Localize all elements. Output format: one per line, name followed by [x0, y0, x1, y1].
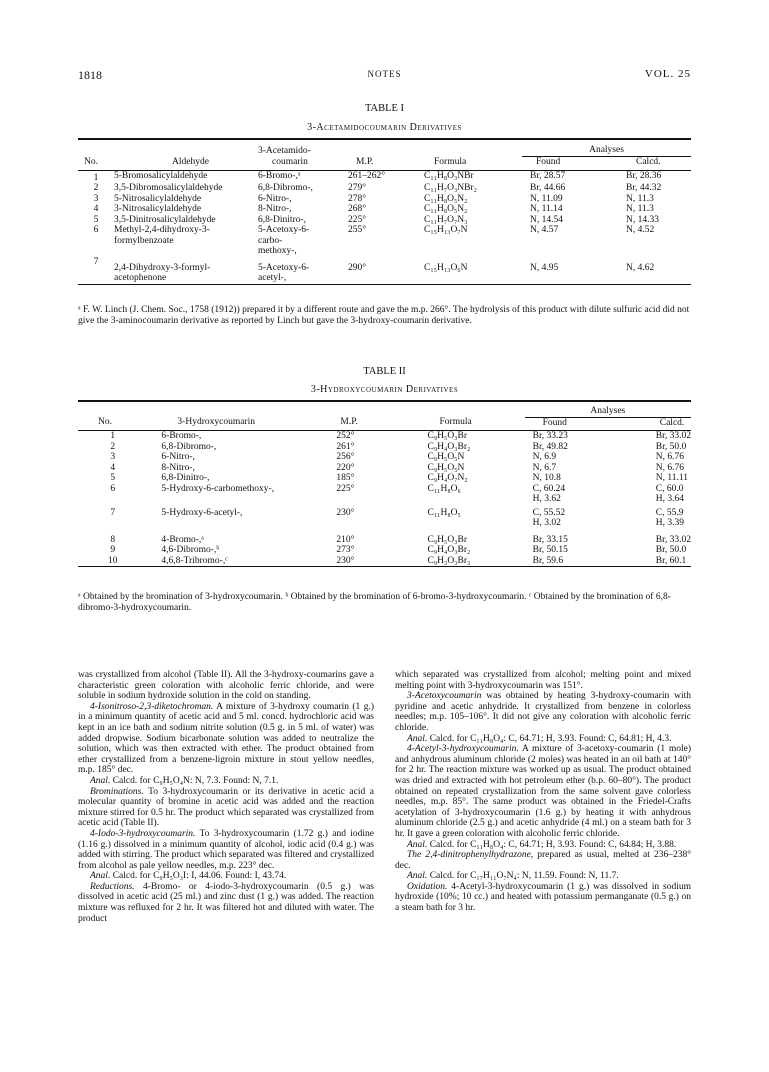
- t1-found: Br, 44.66: [530, 183, 566, 193]
- t2-header-deriv: 3-Hydroxycoumarin: [177, 417, 255, 427]
- running-head: [78, 68, 691, 84]
- t1-formula: C₁₁H₈O₃NBr: [424, 170, 474, 181]
- table-row: [78, 183, 691, 194]
- body-paragraph: [78, 871, 374, 882]
- t2-mp: 261°: [336, 441, 355, 452]
- t1-header-formula: Formula: [434, 156, 467, 167]
- t1-calcd: N, 11.3: [626, 204, 654, 214]
- table-row: [78, 194, 691, 205]
- body-paragraph: [395, 882, 691, 914]
- t2-formula: C₉H₅O₃Br: [427, 431, 467, 441]
- table2-footnote: ᵃ Obtained by the bromination of 3-hydroxycoumarin. ᵇ Obtained by the bromination of 6-bromo-3-hydroxycoumarin. ᶜ Obtained by the bromination of 6,8-dibromo-3-hydroxycoumarin.: [78, 592, 671, 613]
- paragraph-text: Calcd. for C₁₇H₁₁O₇N₄: N, 11.59. Found: N, 11.7.: [427, 871, 619, 882]
- body-paragraph: [78, 776, 374, 787]
- t1-calcd: Br, 28.36: [626, 170, 662, 181]
- t1-found: N, 11.14: [530, 204, 563, 214]
- t2-formula: C₉H₅O₅N: [427, 462, 465, 473]
- t2-mp: 256°: [336, 452, 355, 462]
- t2-formula: C₁₁H₈O₅: [427, 507, 461, 518]
- t1-derivative: 6-Nitro-,: [258, 193, 292, 204]
- t2-calcd: Br, 33.02: [655, 431, 691, 441]
- t2-derivative: 8-Nitro-,: [161, 462, 195, 473]
- t1-mp: 261–262°: [348, 170, 386, 181]
- t2-header-analyses: Analyses: [525, 401, 691, 417]
- t1-aldehyde: Methyl-2,4-dihydroxy-3- formylbenzoate: [114, 225, 210, 246]
- t1-aldehyde: 3,5-Dibromosalicylaldehyde: [114, 183, 223, 193]
- table1-footnote: ᵃ F. W. Linch (J. Chem. Soc., 1758 (1912)) prepared it by a different route and gave the m.p. 266°. The hydrolysis of this product with dilute sulfuric acid did not give the 3-aminocoumarin derivative as reported by Linch but gave the 3-hydroxy-coumarin derivative.: [78, 305, 690, 326]
- t1-header-found: Found: [536, 157, 561, 167]
- t1-no: 4: [93, 204, 99, 214]
- t1-formula: C₁₅H₁₃O₆N: [424, 262, 468, 273]
- paragraph-heading: Anal.: [407, 733, 428, 744]
- paragraph-heading: 4-Isonitroso-2,3-diketochroman.: [90, 701, 214, 712]
- table-row: [78, 505, 691, 529]
- body-paragraph: [78, 829, 374, 871]
- t2-header-mp: M.P.: [340, 417, 358, 427]
- t2-calcd: Br, 50.0: [655, 441, 687, 452]
- t2-mp: 210°: [336, 534, 355, 545]
- paragraph-heading: Anal.: [90, 775, 111, 786]
- t2-derivative: 6-Nitro-,: [161, 452, 195, 462]
- paragraph-text: Calcd. for C₁₁H₈O₄: C, 64.71; H, 3.93. Found: C, 64.84; H, 3.88.: [427, 839, 677, 850]
- t2-mp: 252°: [336, 431, 355, 441]
- table-row: [78, 257, 691, 285]
- t1-formula: C₁₁H₈O₅N₂: [424, 193, 468, 204]
- table-row: [78, 170, 691, 183]
- t1-found: Br, 28.57: [530, 170, 566, 181]
- t1-calcd: N, 11.3: [626, 193, 654, 204]
- t1-found: N, 11.09: [530, 193, 563, 204]
- t2-mp: 225°: [336, 483, 355, 494]
- t2-calcd: N, 11.11: [655, 473, 689, 483]
- t1-calcd: Br, 44.32: [626, 183, 662, 193]
- t2-no: 9: [110, 545, 116, 555]
- t2-formula: C₉H₄O₇N₂: [427, 473, 468, 483]
- paragraph-heading: Anal.: [407, 871, 428, 882]
- paragraph-heading: Anal.: [90, 871, 111, 882]
- t2-no: 5: [110, 473, 116, 483]
- paragraph-text: was crystallized from alcohol (Table II). All the 3-hydroxy-coumarins gave a characteristic green coloration with alcoholic ferric chloride, and were soluble in sodium hydroxide solution in the cold on standing.: [78, 670, 374, 702]
- t2-calcd: C, 55.9 H, 3.39: [655, 507, 684, 528]
- body-paragraph: [395, 691, 691, 733]
- paragraph-text: A mixture of 3-acetoxy-coumarin (1 mole) and anhydrous aluminum chloride (2 moles) was heated in an oil bath at 140° for 2 hr. The reaction mixture was worked up as usual. The product obtained was dried and extracted with hot petroleum ether (b.p. 60–80°). The product obtained on repeated crystallization from the same solvent gave colorless needles, m.p. 85°. The same product was obtained in the Friedel-Crafts acetylation of 3-hydroxycoumarin (1.6 g.) by heating it with anhydrous aluminum chloride (2.5 g.) and acetic anhydride (4 ml.) on a steam bath for 3 hr. It gave a green coloration with alcoholic ferric chloride.: [395, 744, 691, 839]
- t1-header-deriv2: coumarin: [272, 156, 308, 167]
- table-row: [78, 442, 691, 453]
- t2-header-formula: Formula: [439, 417, 472, 427]
- paragraph-text: which separated was crystallized from alcohol; melting point and mixed melting point with 3-hydroxycoumarin was 151°.: [395, 670, 691, 691]
- t2-found: N, 6.9: [532, 452, 557, 462]
- t1-found: N, 4.57: [530, 225, 559, 235]
- t2-calcd: C, 60.0 H, 3.64: [655, 483, 684, 504]
- t1-formula: C₁₁H₇O₇N₃: [424, 214, 468, 225]
- t2-derivative: 4,6,8-Tribromo-,ᶜ: [161, 555, 228, 566]
- t1-found: N, 4.95: [530, 262, 559, 273]
- body-paragraph: [395, 850, 691, 871]
- paragraph-heading: Reductions.: [90, 881, 135, 892]
- t2-formula: C₁₁H₈O₆: [427, 483, 461, 494]
- t2-derivative: 5-Hydroxy-6-carbomethoxy-,: [161, 483, 275, 494]
- t1-derivative: 6,8-Dinitro-,: [258, 214, 307, 225]
- t2-calcd: Br, 60.1: [655, 555, 687, 566]
- paragraph-text: Calcd. for C₁₁H₈O₄: C, 64.71; H, 3.93. Found: C, 64.81; H, 4.3.: [427, 733, 672, 744]
- t2-found: Br, 49.82: [532, 441, 568, 452]
- paragraph-heading: 3-Acetoxycoumarin: [407, 691, 482, 702]
- t1-mp: 290°: [348, 262, 367, 273]
- table2-caption: TABLE II: [363, 366, 406, 377]
- body-paragraph: [395, 840, 691, 851]
- table1: [78, 138, 691, 285]
- t1-formula: C₁₁H₇O₃NBr₂: [424, 183, 477, 193]
- paragraph-heading: 4-Acetyl-3-hydroxycoumarin.: [407, 744, 519, 755]
- t1-formula: C₁₅H₁₃O₇N: [424, 225, 468, 235]
- paragraph-text: 4-Acetyl-3-hydroxycoumarin (1 g.) was dissolved in sodium hydroxide (10%; 10 cc.) and heated with potassium permanganate (0.5 g.) on a steam bath for 3 hr.: [395, 881, 691, 914]
- t2-found: N, 6.7: [532, 462, 557, 473]
- t1-header-no: No.: [84, 156, 98, 167]
- t2-derivative: 6,8-Dinitro-,: [161, 473, 210, 483]
- body-paragraph: [78, 702, 374, 776]
- table1-subtitle: 3-Acetamidocoumarin Derivatives: [307, 122, 462, 133]
- paragraph-text: To 3-hydroxycoumarin or its derivative in acetic acid a molecular quantity of bromine in acetic acid was added and the reaction mixture stirred for 0.5 hr. The product which separated was crystallized from acetic acid (Table II).: [78, 786, 374, 829]
- t1-derivative: 6,8-Dibromo-,: [258, 183, 313, 193]
- t1-no: 5: [93, 214, 99, 225]
- t2-found: C, 55.52 H, 3.02: [532, 507, 566, 528]
- t2-calcd: Br, 50.0: [655, 545, 687, 555]
- table-row: [78, 225, 691, 257]
- t2-mp: 220°: [336, 462, 355, 473]
- t2-mp: 230°: [336, 555, 355, 566]
- t1-calcd: N, 4.52: [626, 225, 655, 235]
- t1-no: 3: [93, 193, 99, 204]
- table-row: [78, 452, 691, 463]
- paragraph-text: Calcd. for C₉H₅O₃I: I, 44.06. Found: I, 43.74.: [110, 871, 287, 882]
- table-row: [78, 529, 691, 546]
- t1-no: 1: [93, 172, 99, 183]
- t2-formula: C₉H₅O₅N: [427, 452, 465, 462]
- t2-derivative: 4,6-Dibromo-,ᵇ: [161, 545, 220, 555]
- t1-aldehyde: 3-Nitrosalicylaldehyde: [114, 204, 202, 214]
- t2-found: N, 10.8: [532, 473, 561, 483]
- t1-found: N, 14.54: [530, 214, 563, 225]
- t2-mp: 230°: [336, 507, 355, 518]
- t2-no: 3: [110, 452, 116, 462]
- table-row: [78, 484, 691, 505]
- body-paragraph: [78, 670, 374, 702]
- t1-calcd: N, 4.62: [626, 262, 655, 273]
- body-paragraph: [395, 871, 691, 882]
- t1-derivative: 6-Bromo-,ᵃ: [258, 170, 301, 181]
- table-row: [78, 473, 691, 484]
- t1-derivative: 5-Acetoxy-6- acetyl-,: [258, 262, 310, 283]
- t1-aldehyde: 5-Bromosalicylaldehyde: [114, 170, 208, 181]
- table-row: [78, 431, 691, 442]
- t2-found: C, 60.24 H, 3.62: [532, 483, 566, 504]
- volume-label: VOL. 25: [644, 68, 691, 80]
- t2-formula: C₉H₄O₃Br₂: [427, 441, 471, 452]
- t1-mp: 255°: [348, 225, 367, 235]
- body-paragraph: [395, 744, 691, 839]
- t1-mp: 278°: [348, 193, 367, 204]
- body-paragraph: [78, 882, 374, 924]
- t2-header-found: Found: [542, 417, 567, 428]
- t2-no: 4: [110, 462, 116, 473]
- t1-calcd: N, 14.33: [626, 214, 659, 225]
- t1-header-calcd: Calcd.: [636, 157, 661, 167]
- t2-derivative: 4-Bromo-,ᵃ: [161, 534, 204, 545]
- paragraph-heading: Anal.: [407, 839, 428, 850]
- paragraph-text: 4-Bromo- or 4-iodo-3-hydroxycoumarin (0.5 g.) was dissolved in acetic acid (25 ml.) and zinc dust (1 g.) was added. The reaction mixture was refluxed for 2 hr. It was filtered hot and diluted with water. The product: [78, 881, 374, 924]
- t1-no: 6: [93, 225, 99, 235]
- table2-subtitle: 3-Hydroxycoumarin Derivatives: [310, 384, 459, 395]
- t1-mp: 279°: [348, 183, 367, 193]
- t1-no: 2: [93, 183, 99, 193]
- body-paragraph: [395, 734, 691, 745]
- t1-aldehyde: 3,5-Dinitrosalicylaldehyde: [114, 214, 216, 225]
- page-number: 1818: [78, 68, 102, 82]
- t1-aldehyde: 5-Nitrosalicylaldehyde: [114, 193, 202, 204]
- t2-derivative: 6-Bromo-,: [161, 431, 202, 441]
- t2-derivative: 5-Hydroxy-6-acetyl-,: [161, 507, 243, 518]
- body-paragraph: [78, 787, 374, 829]
- t2-formula: C₉H₃O₃Br₃: [427, 555, 471, 566]
- t2-no: 2: [110, 441, 116, 452]
- t2-found: Br, 33.15: [532, 534, 568, 545]
- t2-header-no: No.: [98, 417, 112, 427]
- t1-derivative: 8-Nitro-,: [258, 204, 292, 214]
- t2-header-calcd: Calcd.: [659, 417, 685, 428]
- table-row: [78, 463, 691, 474]
- t2-calcd: Br, 33.02: [655, 534, 691, 545]
- t2-found: Br, 59.6: [532, 555, 564, 566]
- t1-header-mp: M.P.: [356, 156, 374, 167]
- body-right-column: [395, 670, 691, 914]
- t1-mp: 268°: [348, 204, 367, 214]
- t2-found: Br, 50.15: [532, 545, 568, 555]
- body-paragraph: [395, 670, 691, 691]
- table-row: [78, 204, 691, 215]
- t2-formula: C₉H₄O₃Br₂: [427, 545, 471, 555]
- table-row: [78, 545, 691, 556]
- paragraph-heading: The 2,4-dinitrophenylhydrazone,: [407, 850, 534, 861]
- t1-header-aldehyde: Aldehyde: [172, 156, 209, 167]
- paragraph-heading: Brominations.: [90, 786, 144, 797]
- t2-mp: 185°: [336, 473, 355, 483]
- t2-found: Br, 33.23: [532, 431, 568, 441]
- body-left-column: [78, 670, 374, 924]
- t2-calcd: N, 6.76: [655, 452, 684, 462]
- t1-formula: C₁₁H₈O₅N₂: [424, 204, 468, 214]
- t2-no: 1: [110, 431, 116, 441]
- paragraph-heading: 4-Iodo-3-hydroxycoumarin.: [90, 828, 196, 839]
- t1-derivative: 5-Acetoxy-6- carbo- methoxy-,: [258, 225, 310, 256]
- t1-no: 7: [93, 256, 99, 267]
- t1-mp: 225°: [348, 214, 367, 225]
- paragraph-text: A mixture of 3-hydroxy coumarin (1 g.) in a minimum quantity of acetic acid and 5 ml. concd. hydrochloric acid was kept in an ice bath and sodium nitrite solution (0.5 g. in 5 ml. of water) was added dropwise. Sodium bicarbonate solution was added to neutralize the solution, which was then extracted with ether. The product obtained from ether crystallized from a benzene-ligroin mixture in stout yellow needles, m.p. 185° dec.: [78, 701, 374, 776]
- t2-no: 6: [110, 483, 116, 494]
- paragraph-heading: Oxidation.: [407, 881, 448, 892]
- paragraph-text: Calcd. for C₉H₅O₄N: N, 7.3. Found: N, 7.1.: [110, 775, 279, 786]
- table2: [78, 400, 691, 567]
- t2-calcd: N, 6.76: [655, 462, 684, 473]
- t2-no: 10: [107, 555, 118, 566]
- t2-formula: C₉H₅O₃Br: [427, 534, 467, 545]
- table-row: [78, 556, 691, 567]
- t2-no: 7: [110, 507, 116, 518]
- t2-no: 8: [110, 534, 116, 545]
- paragraph-text: prepared as usual, melted at 236–238° dec.: [395, 850, 692, 871]
- t2-derivative: 6,8-Dibromo-,: [161, 441, 217, 452]
- t1-aldehyde: 2,4-Dihydroxy-3-formyl- acetophenone: [114, 262, 211, 283]
- t1-header-deriv1: 3-Acetamido-: [258, 146, 311, 156]
- t1-header-analyses: Analyses: [522, 139, 691, 157]
- section-title: NOTES: [367, 69, 402, 79]
- table-row: [78, 215, 691, 226]
- paragraph-text: To 3-hydroxycoumarin (1.72 g.) and iodine (1.16 g.) dissolved in a minimum quantity of alcohol, iodic acid (0.4 g.) was added with stirring. The product which separated was filtered and crystallized from alcohol as pale yellow needles, m.p. 223° dec.: [78, 828, 374, 871]
- table1-caption: TABLE I: [364, 103, 405, 114]
- t2-mp: 273°: [336, 545, 355, 555]
- paragraph-text: was obtained by heating 3-hydroxy-coumarin with pyridine and acetic anhydride. It crystallized from benzene in colorless needles; m.p. 105–106°. It did not give any coloration with alcoholic ferric chloride.: [395, 691, 691, 733]
